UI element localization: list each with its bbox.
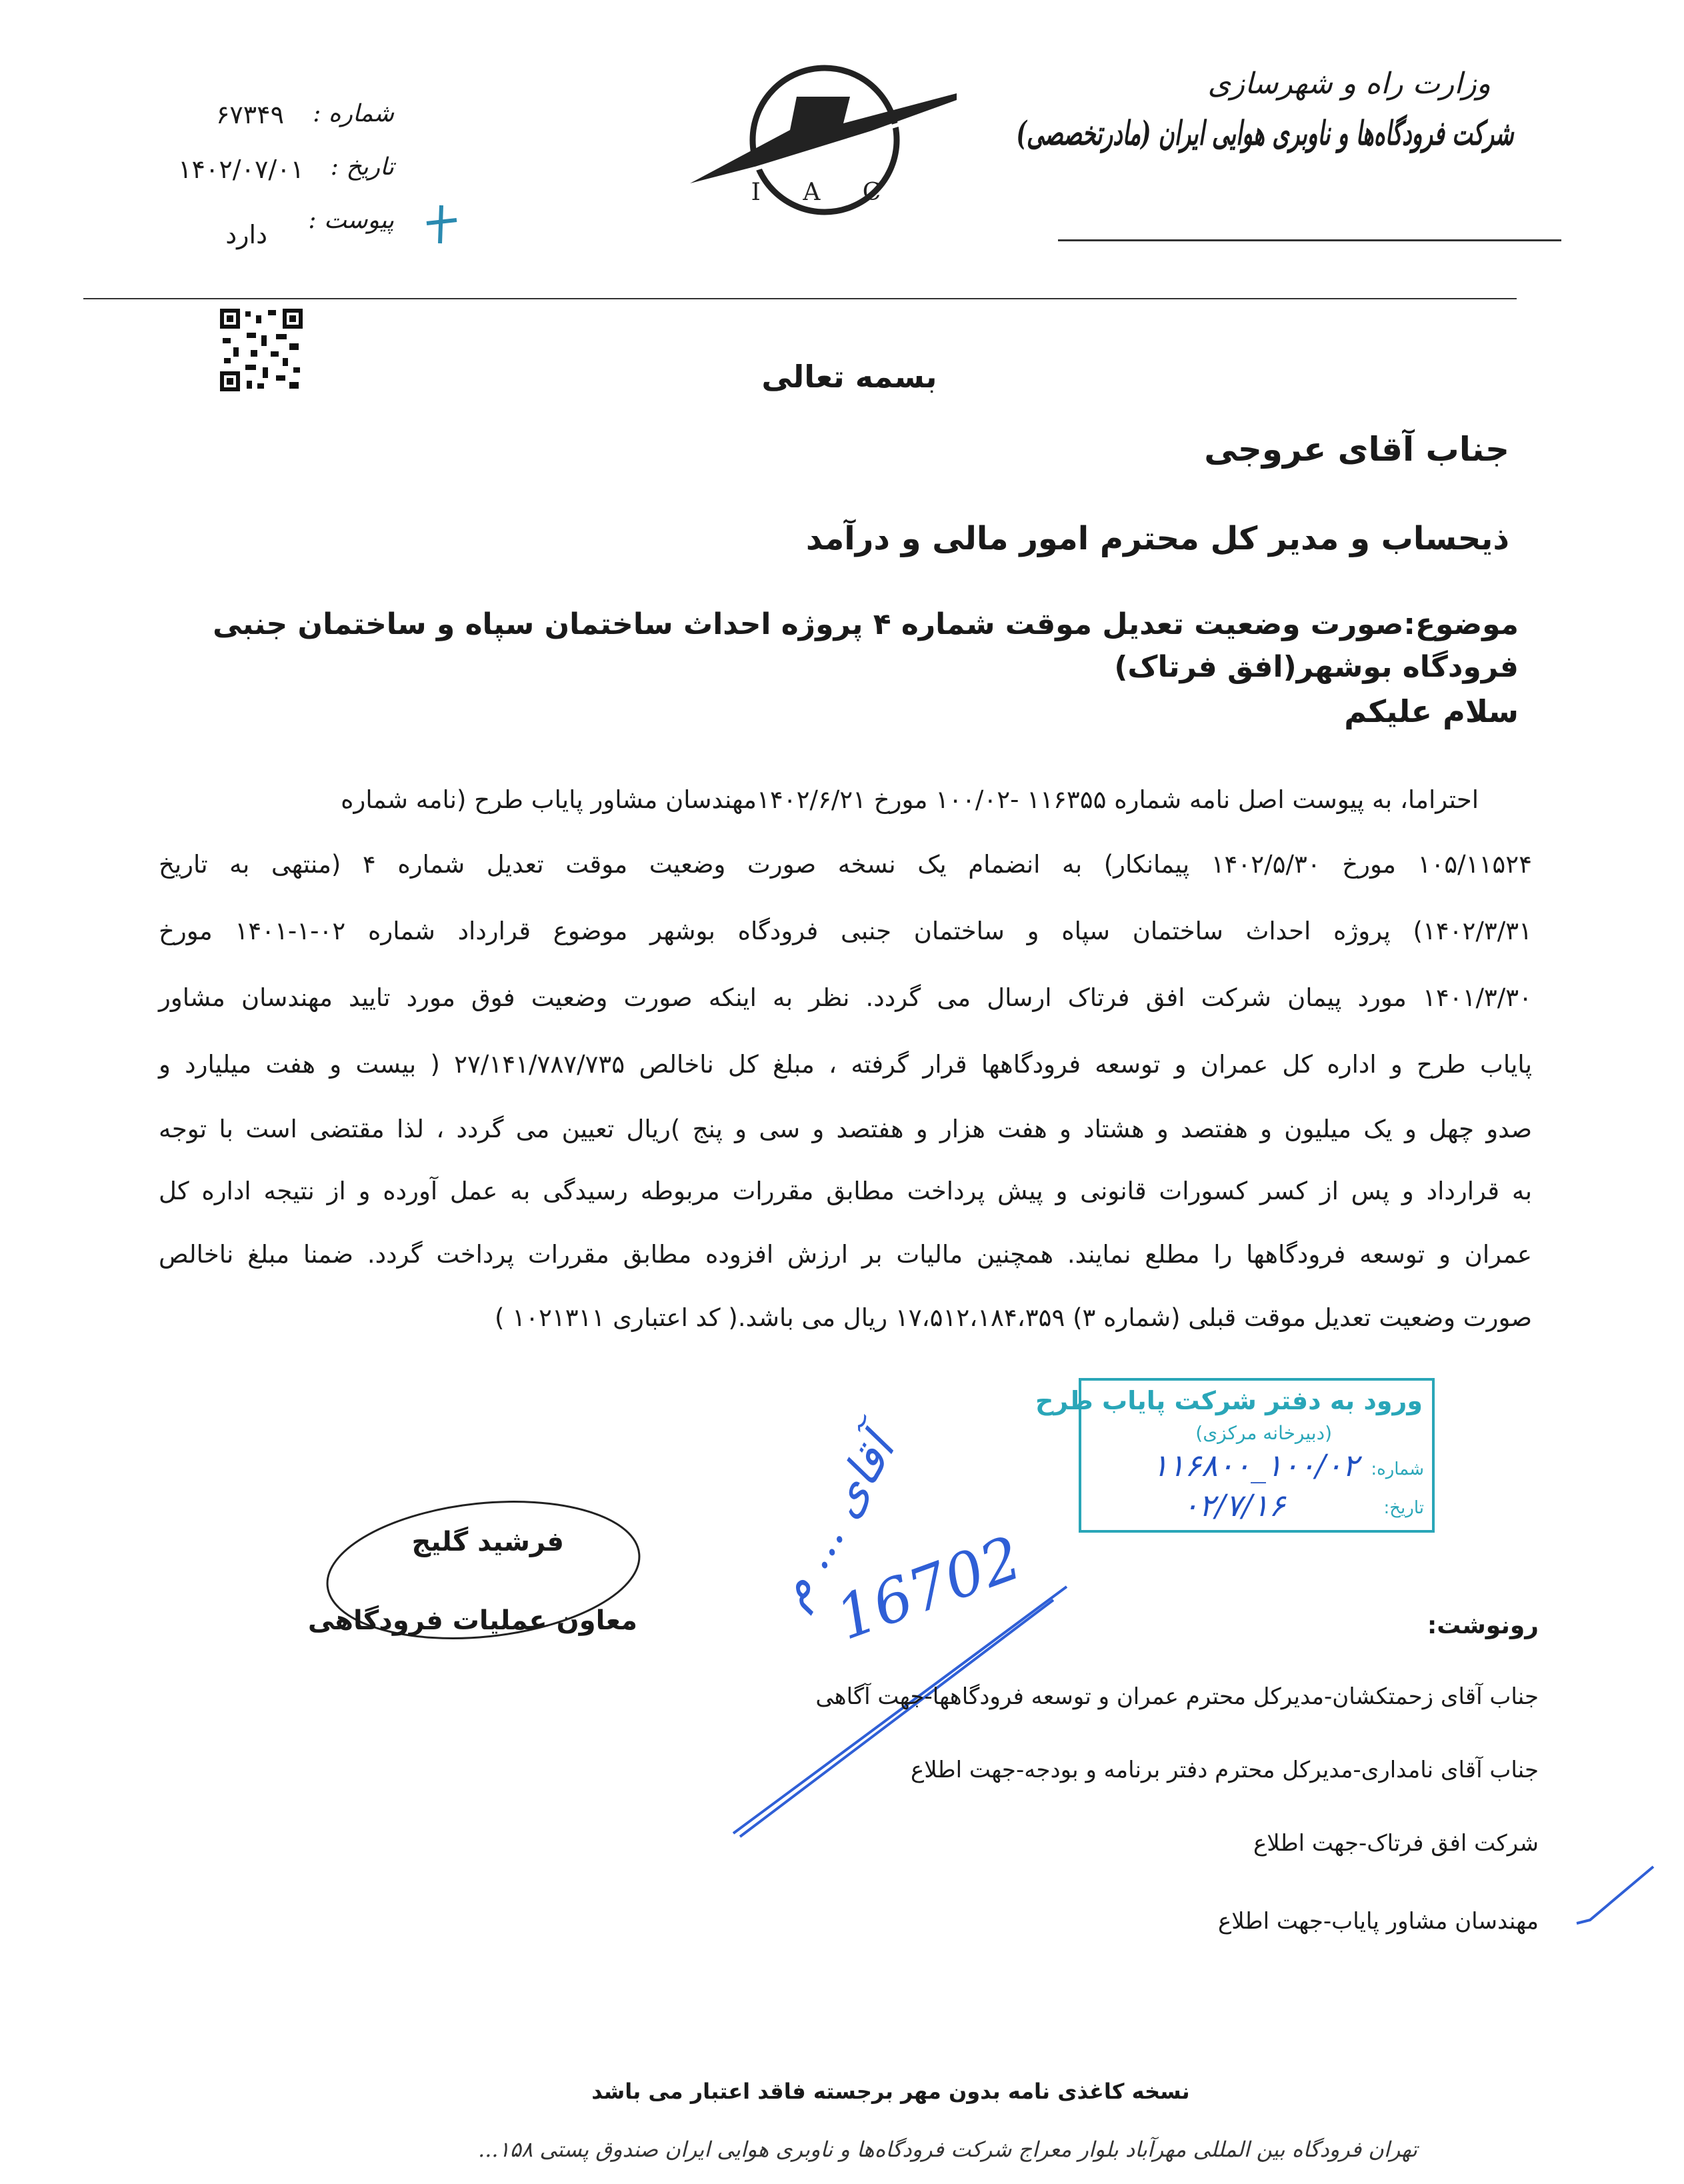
checkmark-plus-icon xyxy=(420,200,460,247)
cc-item: جناب آقای زحمتکشان-مدیرکل محترم عمران و توسعه فرودگاهها-جهت آگاهی xyxy=(815,1683,1539,1710)
body-line: ۱۴۰۱/۳/۳۰ مورد پیمان شرکت افق فرتاک ارسال می گردد. نظر به اینکه صورت وضعیت فوق مورد تایید مهندسان مشاور xyxy=(159,983,1532,1012)
stamp-date-value: ۰۲/۷/۱۶ xyxy=(1182,1487,1285,1523)
ministry-name: وزارت راه و شهرسازی xyxy=(1207,67,1491,101)
received-stamp xyxy=(1035,1378,1435,1533)
body-line: عمران و توسعه فرودگاهها را مطلع نمایند. همچنین مالیات بر ارزش افزوده مطابق مقررات پرداخت گردد. ضمنا مبلغ ناخالص xyxy=(159,1240,1532,1269)
stamp-title: ورود به دفتر شرکت پایاب طرح xyxy=(1035,1386,1423,1415)
signatory-name: فرشید گلیج xyxy=(411,1527,564,1557)
stamp-subtitle: (دبیرخانه مرکزی) xyxy=(1195,1422,1332,1444)
stamp-number-value: ۱۰۰/۰۲_۱۱۶۸۰۰ xyxy=(1151,1447,1359,1483)
iac-logo xyxy=(677,57,970,223)
number-value: ۶۷۳۴۹ xyxy=(215,100,284,129)
date-value: ۱۴۰۲/۰۷/۰۱ xyxy=(178,155,304,184)
footer-address: تهران فرودگاه بین المللی مهرآباد بلوار معراج شرکت فرودگاه‌ها و ناوبری هوایی ایران صندوق پستی ۱۵۸... xyxy=(478,2137,1417,2162)
signatory-title: معاون عملیات فرودگاهی xyxy=(307,1605,637,1636)
attachment-value: دارد xyxy=(225,220,267,249)
recipient-name: جناب آقای عروجی xyxy=(1204,430,1509,469)
number-label: شماره : xyxy=(313,100,394,127)
subject-line: موضوع:صورت وضعیت تعدیل موقت شماره ۴ پروژه احداث ساختمان سپاه و ساختمان جنبی فرودگاه بوشهر(افق فرتاک) xyxy=(213,607,1519,684)
handwritten-number: 16702 xyxy=(827,1523,1031,1654)
logo-text: I A C xyxy=(751,179,899,206)
footer-notice: نسخه کاغذی نامه بدون مهر برجسته فاقد اعتبار می باشد xyxy=(591,2079,1190,2104)
qr-code xyxy=(220,309,303,391)
body-line: احتراما، به پیوست اصل نامه شماره ۱۱۶۳۵۵ -۱۰۰/۰۲ مورخ ۱۴۰۲/۶/۲۱مهندسان مشاور پایاب طرح (نامه شماره xyxy=(341,785,1479,814)
recipient-title: ذیحساب و مدیر کل محترم امور مالی و درآمد xyxy=(805,520,1509,557)
handwritten-note: آقای ... م xyxy=(763,1425,906,1617)
company-name: شرکت فرودگاه‌ها و ناوبری هوایی ایران (مادرتخصصی) xyxy=(1017,113,1514,153)
cc-item: مهندسان مشاور پایاب-جهت اطلاع xyxy=(1217,1908,1539,1935)
header-rule xyxy=(83,298,1517,299)
stamp-number-label: شماره: xyxy=(1371,1459,1424,1479)
body-line: ۱۰۵/۱۱۵۲۴ مورخ ۱۴۰۲/۵/۳۰ پیمانکار) به انضمام یک نسخه صورت وضعیت موقت تعدیل شماره ۴ (منتهی به تاریخ xyxy=(159,850,1532,879)
handwritten-annotation xyxy=(720,1453,1093,1853)
cc-item: جناب آقای نامداری-مدیرکل محترم دفتر برنامه و بودجه-جهت اطلاع xyxy=(910,1757,1539,1783)
header-divider xyxy=(1058,239,1561,241)
body-line: صدو چهل و یک میلیون و هفتصد و هشتاد و هفت هزار و هفتصد و سی و پنج )ریال تعیین می گردد ، لذا مقتضی است با توجه xyxy=(159,1115,1532,1143)
date-label: تاریخ : xyxy=(330,153,394,181)
heading-bismillah: بسمه تعالی xyxy=(761,359,937,395)
check-mark-icon xyxy=(1573,1853,1660,1933)
body-line: پایاب طرح و اداره کل عمران و توسعه فرودگاهها قرار گرفته ، مبلغ کل ناخالص ۲۷/۱۴۱/۷۸۷/۷۳۵ ( بیست و هفت میلیارد و xyxy=(159,1050,1532,1079)
stamp-date-label: تاریخ: xyxy=(1383,1498,1424,1518)
greeting: سلام علیکم xyxy=(1344,693,1519,729)
body-line: به قرارداد و پس از کسر کسورات قانونی و پیش پرداخت مطابق مقررات مربوطه رسیدگی به عمل آورده و از نتیجه اداره کل xyxy=(159,1177,1532,1205)
cc-item: شرکت افق فرتاک-جهت اطلاع xyxy=(1253,1830,1539,1857)
body-line: ۱۴۰۲/۳/۳۱) پروژه احداث ساختمان سپاه و ساختمان جنبی فرودگاه بوشهر موضوع قرارداد شماره ۰۲-۱-۱۴۰۱ مورخ xyxy=(159,917,1532,945)
cc-label: رونوشت: xyxy=(1427,1612,1539,1639)
attachment-label: پیوست : xyxy=(308,207,394,234)
body-line: صورت وضعیت تعدیل موقت قبلی (شماره ۳) ۱۷،۵۱۲،۱۸۴،۳۵۹ ریال می باشد.( کد اعتباری ۱۰۲۱۳۱۱ ) xyxy=(495,1303,1532,1332)
